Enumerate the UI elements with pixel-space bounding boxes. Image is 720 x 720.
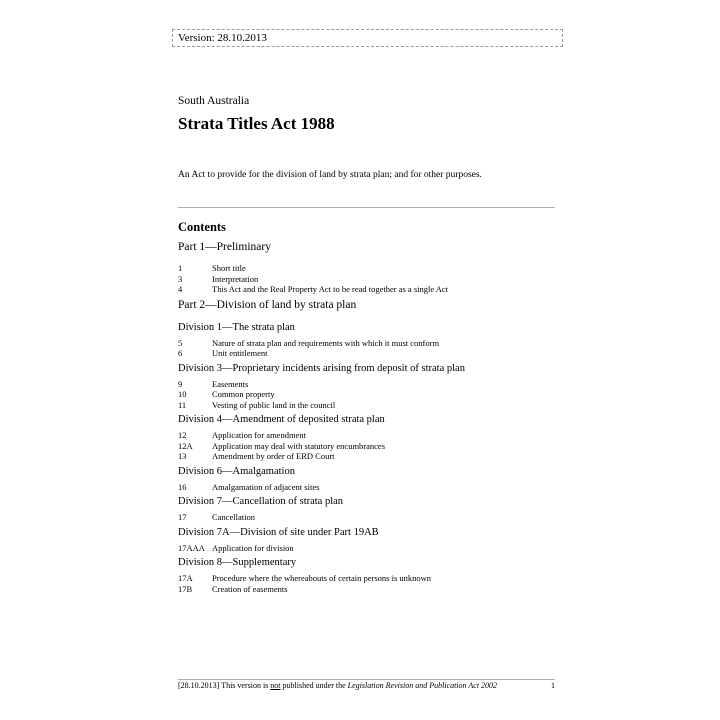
toc-entry-title: Procedure where the whereabouts of certain persons is unknown bbox=[212, 573, 432, 583]
page-footer bbox=[178, 681, 555, 690]
footer-text-b: published under the bbox=[282, 681, 346, 690]
toc-list-division-7a bbox=[178, 543, 558, 554]
toc-entry[interactable] bbox=[178, 512, 558, 523]
toc-division-4[interactable]: Division 4—Amendment of deposited strata plan bbox=[178, 414, 385, 425]
toc-entry-number: 6 bbox=[178, 348, 183, 358]
page-number: 1 bbox=[551, 681, 555, 690]
toc-entry-number: 17AAA bbox=[178, 542, 205, 553]
toc-entry-title: Common property bbox=[212, 389, 275, 399]
toc-division-7[interactable]: Division 7—Cancellation of strata plan bbox=[178, 496, 344, 507]
toc-entry[interactable] bbox=[178, 263, 558, 274]
toc-entry-title: Amalgamation of adjacent sites bbox=[212, 481, 320, 492]
toc-entry[interactable] bbox=[178, 400, 558, 411]
toc-division-7a[interactable]: Division 7A—Division of site under Part 19AB bbox=[178, 526, 379, 538]
toc-entry-number: 11 bbox=[178, 399, 187, 410]
toc-entry-number: 4 bbox=[178, 284, 183, 294]
toc-list-division-4 bbox=[178, 430, 558, 462]
toc-entry[interactable] bbox=[178, 451, 558, 462]
toc-entry-title: Unit entitlement bbox=[212, 348, 268, 358]
toc-entry-number: 17B bbox=[178, 583, 193, 594]
toc-entry-title: Application for amendment bbox=[212, 430, 306, 440]
toc-entry-number: 17A bbox=[178, 573, 193, 583]
toc-part-2[interactable]: Part 2—Division of land by strata plan bbox=[178, 298, 357, 311]
toc-entry-number: 10 bbox=[178, 389, 187, 399]
toc-entry[interactable] bbox=[178, 379, 558, 390]
toc-list-part-1 bbox=[178, 263, 558, 295]
footer-note bbox=[178, 681, 497, 690]
toc-entry-title: This Act and the Real Property Act to be read together as a single Act bbox=[212, 284, 449, 294]
toc-entry-number: 13 bbox=[178, 451, 187, 461]
toc-list-division-6 bbox=[178, 482, 558, 493]
toc-entry[interactable] bbox=[178, 584, 558, 595]
toc-list-division-8 bbox=[178, 573, 558, 594]
toc-division-6[interactable]: Division 6—Amalgamation bbox=[178, 465, 295, 477]
toc-entry-title: Application for division bbox=[212, 542, 294, 553]
toc-list-division-7 bbox=[178, 512, 558, 523]
long-title: An Act to provide for the division of land by strata plan; and for other purposes. bbox=[178, 170, 482, 180]
act-title: Strata Titles Act 1988 bbox=[178, 114, 335, 133]
toc-entry[interactable] bbox=[178, 430, 558, 441]
toc-entry-title: Vesting of public land in the council bbox=[212, 399, 336, 410]
contents-heading: Contents bbox=[178, 220, 226, 234]
footer-date: [28.10.2013] bbox=[178, 681, 220, 690]
toc-entry-number: 12 bbox=[178, 430, 187, 440]
toc-division-3[interactable]: Division 3—Proprietary incidents arising from deposit of strata plan bbox=[178, 362, 465, 374]
toc-entry[interactable] bbox=[178, 389, 558, 400]
toc-entry[interactable] bbox=[178, 338, 558, 349]
footer-divider bbox=[178, 679, 555, 680]
footer-act-name: Legislation Revision and Publication Act 2002 bbox=[347, 681, 498, 690]
toc-entry-number: 16 bbox=[178, 481, 187, 492]
divider bbox=[178, 207, 555, 208]
footer-text-not: not bbox=[270, 681, 281, 690]
toc-division-1[interactable]: Division 1—The strata plan bbox=[178, 321, 295, 333]
toc-entry-title: Cancellation bbox=[212, 512, 255, 522]
toc-entry-number: 5 bbox=[178, 337, 183, 348]
toc-entry[interactable] bbox=[178, 573, 558, 584]
table-of-contents bbox=[178, 240, 558, 597]
toc-entry[interactable] bbox=[178, 482, 558, 493]
footer-text-a: This version is bbox=[221, 681, 269, 690]
toc-entry[interactable] bbox=[178, 348, 558, 359]
toc-entry-title: Nature of strata plan and requirements with which it must conform bbox=[212, 337, 440, 348]
toc-part-1[interactable]: Part 1—Preliminary bbox=[178, 241, 271, 253]
jurisdiction: South Australia bbox=[178, 95, 250, 107]
toc-list-division-1 bbox=[178, 338, 558, 359]
toc-entry-title: Interpretation bbox=[212, 273, 259, 284]
toc-entry-title: Application may deal with statutory encumbrances bbox=[212, 440, 386, 451]
toc-entry-title: Creation of easements bbox=[212, 583, 288, 594]
toc-division-8[interactable]: Division 8—Supplementary bbox=[178, 557, 297, 568]
toc-entry-number: 3 bbox=[178, 273, 183, 284]
version-box bbox=[172, 29, 563, 47]
toc-entry-title: Short title bbox=[212, 263, 246, 273]
version-label: Version: 28.10.2013 bbox=[178, 32, 267, 44]
toc-entry[interactable] bbox=[178, 543, 558, 554]
toc-entry[interactable] bbox=[178, 274, 558, 285]
toc-entry-title: Amendment by order of ERD Court bbox=[212, 451, 335, 461]
toc-entry[interactable] bbox=[178, 284, 558, 295]
toc-entry[interactable] bbox=[178, 441, 558, 452]
toc-entry-number: 1 bbox=[178, 263, 183, 273]
toc-entry-title: Easements bbox=[212, 378, 249, 389]
toc-entry-number: 9 bbox=[178, 378, 183, 389]
toc-list-division-3 bbox=[178, 379, 558, 411]
toc-entry-number: 12A bbox=[178, 440, 193, 451]
toc-entry-number: 17 bbox=[178, 512, 187, 522]
